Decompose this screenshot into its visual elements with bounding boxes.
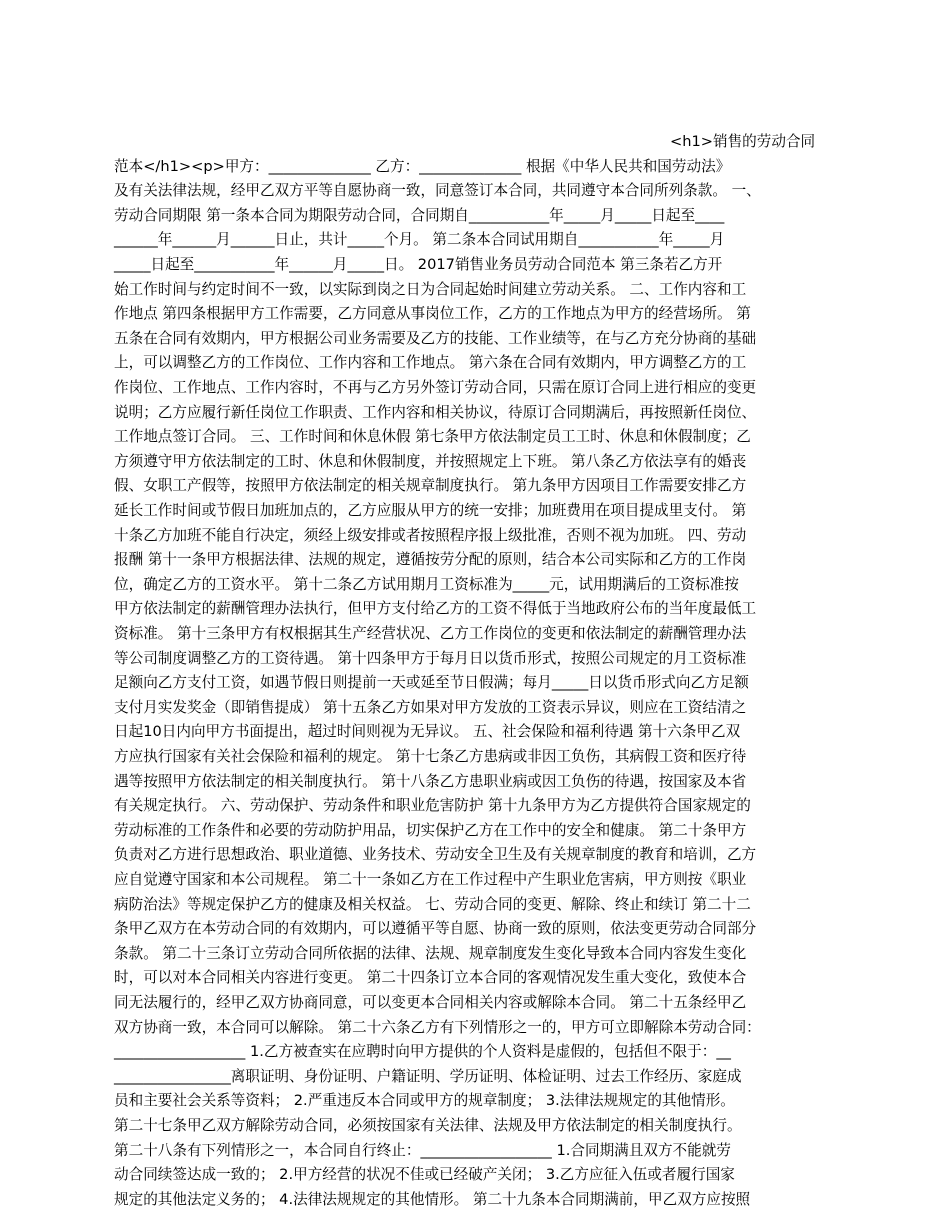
- text-line: 报酬 第十一条甲方根据法律、法规的规定，遵循按劳分配的原则，结合本公司实际和乙方的工作岗: [114, 551, 747, 569]
- text-line: 范本</h1><p>甲方：______________ 乙方：______________ 根据《中华人民共和国劳动法》: [114, 157, 731, 175]
- text-line: 病防治法》等规定保护乙方的健康及相关权益。 七、劳动合同的变更、解除、终止和续订 第二十二: [114, 895, 751, 913]
- text-line: 方应执行国家有关社会保险和福利的规定。 第十七条乙方患病或非因工负伤，其病假工资和医疗待: [114, 748, 747, 765]
- text-line: ________________离职证明、身份证明、户籍证明、学历证明、体检证明、过去工作经历、家庭成: [114, 1067, 742, 1085]
- text-line: 足额向乙方支付工资，如遇节假日则提前一天或延至节日假满；每月_____日以货币形式向乙方足额: [114, 674, 749, 692]
- text-line: 甲方依法制定的薪酬管理办法执行，但甲方支付给乙方的工资不得低于当地政府公布的当年度最低工: [114, 600, 757, 618]
- text-line: 动合同续签达成一致的； 2.甲方经营的状况不佳或已经破产关闭； 3.乙方应征入伍或者履行国家: [114, 1166, 735, 1184]
- text-line: 员和主要社会关系等资料； 2.严重违反本合同或甲方的规章制度； 3.法律法规规定的其他情形。: [114, 1092, 735, 1110]
- document-title-line: <h1>销售的劳动合同: [670, 133, 816, 150]
- text-line: 等公司制度调整乙方的工资待遇。 第十四条甲方于每月日以货币形式，按照公司规定的月工资标准: [114, 649, 747, 667]
- text-line: 同无法履行的，经甲乙双方协商同意，可以变更本合同相关内容或解除本合同。 第二十五条经甲乙: [114, 994, 747, 1011]
- text-line: ______年______月______日止，共计_____个月。 第二条本合同试用期自___________年_____月: [114, 231, 725, 249]
- text-line: 条甲乙双方在本劳动合同的有效期内，可以遵循平等自愿、协商一致的原则，依法变更劳动合同部分: [114, 920, 757, 938]
- text-line: 时，可以对本合同相关内容进行变更。 第二十四条订立本合同的客观情况发生重大变化，致使本合: [114, 969, 747, 987]
- text-line: 有关规定执行。 六、劳动保护、劳动条件和职业危害防护 第十九条甲方为乙方提供符合国家规定的: [114, 797, 751, 815]
- text-line: 及有关法律法规，经甲乙双方平等自愿协商一致，同意签订本合同，共同遵守本合同所列条款。 一、: [114, 182, 761, 200]
- text-line: 劳动标准的工作条件和必要的劳动防护用品，切实保护乙方在工作中的安全和健康。 第二十条甲方: [114, 821, 747, 839]
- text-line: 作岗位、工作地点、工作内容时，不再与乙方另外签订劳动合同，只需在原订合同上进行相应的变更: [114, 379, 757, 396]
- text-line: 位，确定乙方的工资水平。 第十二条乙方试用期月工资标准为_____元，试用期满后的工资标准按: [114, 575, 739, 593]
- text-line: 工作地点签订合同。 三、工作时间和休息休假 第七条甲方依法制定员工工时、休息和休假制度；乙: [114, 428, 751, 446]
- text-line: 负责对乙方进行思想政治、职业道德、业务技术、劳动安全卫生及有关规章制度的教育和培训，乙方: [114, 846, 757, 864]
- text-line: 上，可以调整乙方的工作岗位、工作内容和工作地点。 第六条在合同有效期内，甲方调整乙方的工: [114, 354, 747, 372]
- text-line: 日起10日内向甲方书面提出，超过时间则视为无异议。 五、社会保险和福利待遇 第十六条甲乙双: [114, 723, 741, 741]
- text-line: 始工作时间与约定时间不一致，以实际到岗之日为合同起始时间建立劳动关系。 二、工作内容和工: [114, 280, 747, 298]
- text-line: 方须遵守甲方依法制定的工时、休息和休假制度，并按照规定上下班。 第八条乙方依法享有的婚丧: [114, 452, 747, 470]
- text-line: 五条在合同有效期内，甲方根据公司业务需要及乙方的技能、工作业绩等，在与乙方充分协商的基础: [114, 329, 757, 347]
- text-line: 第二十八条有下列情形之一，本合同自行终止：__________________ 1.合同期满且双方不能就劳: [114, 1141, 731, 1159]
- text-line: 说明；乙方应履行新任岗位工作职责、工作内容和相关协议，待原订合同期满后，再按照新任岗位、: [114, 403, 757, 421]
- text-line: 劳动合同期限 第一条本合同为期限劳动合同，合同期自___________年_____月_____日起至____: [114, 206, 725, 224]
- text-line: __________________ 1.乙方被查实在应聘时向甲方提供的个人资料是虚假的，包括但不限于：__: [114, 1043, 731, 1061]
- text-line: 十条乙方加班不能自行决定，须经上级安排或者按照程序报上级批准，否则不视为加班。 四、劳动: [114, 526, 747, 544]
- text-line: 遇等按照甲方依法制定的相关制度执行。 第十八条乙方患职业病或因工负伤的待遇，按国家及本省: [114, 772, 747, 790]
- text-line: 支付月实发奖金（即销售提成） 第十五条乙方如果对甲方发放的工资表示异议，则应在工资结清之: [114, 698, 747, 716]
- text-line: 延长工作时间或节假日加班加点的，乙方应服从甲方的统一安排；加班费用在项目提成里支付。 第: [114, 502, 747, 519]
- text-line: _____日起至___________年______月_____日。 2017销售业务员劳动合同范本 第三条若乙方开: [114, 256, 723, 273]
- text-line: 资标准。 第十三条甲方有权根据其生产经营状况、乙方工作岗位的变更和依法制定的薪酬管理办法: [114, 625, 747, 642]
- text-line: 作地点 第四条根据甲方工作需要，乙方同意从事岗位工作，乙方的工作地点为甲方的经营场所。 第: [114, 305, 751, 323]
- text-line: 双方协商一致，本合同可以解除。 第二十六条乙方有下列情形之一的，甲方可立即解除本劳动合同：: [114, 1018, 761, 1036]
- text-line: 条款。 第二十三条订立劳动合同所依据的法律、法规、规章制度发生变化导致本合同内容发生变化: [114, 944, 747, 962]
- text-line: 规定的其他法定义务的； 4.法律法规规定的其他情形。 第二十九条本合同期满前，甲乙双方应按照: [114, 1190, 751, 1208]
- text-line: 第二十七条甲乙双方解除劳动合同，必须按国家有关法律、法规及甲方依法制定的相关制度执行。: [114, 1117, 742, 1134]
- text-line: 假、女职工产假等，按照甲方依法制定的相关规章制度执行。 第九条甲方因项目工作需要安排乙方: [114, 477, 747, 495]
- text-line: 应自觉遵守国家和本公司规程。 第二十一条如乙方在工作过程中产生职业危害病，甲方则按《职业: [114, 871, 747, 888]
